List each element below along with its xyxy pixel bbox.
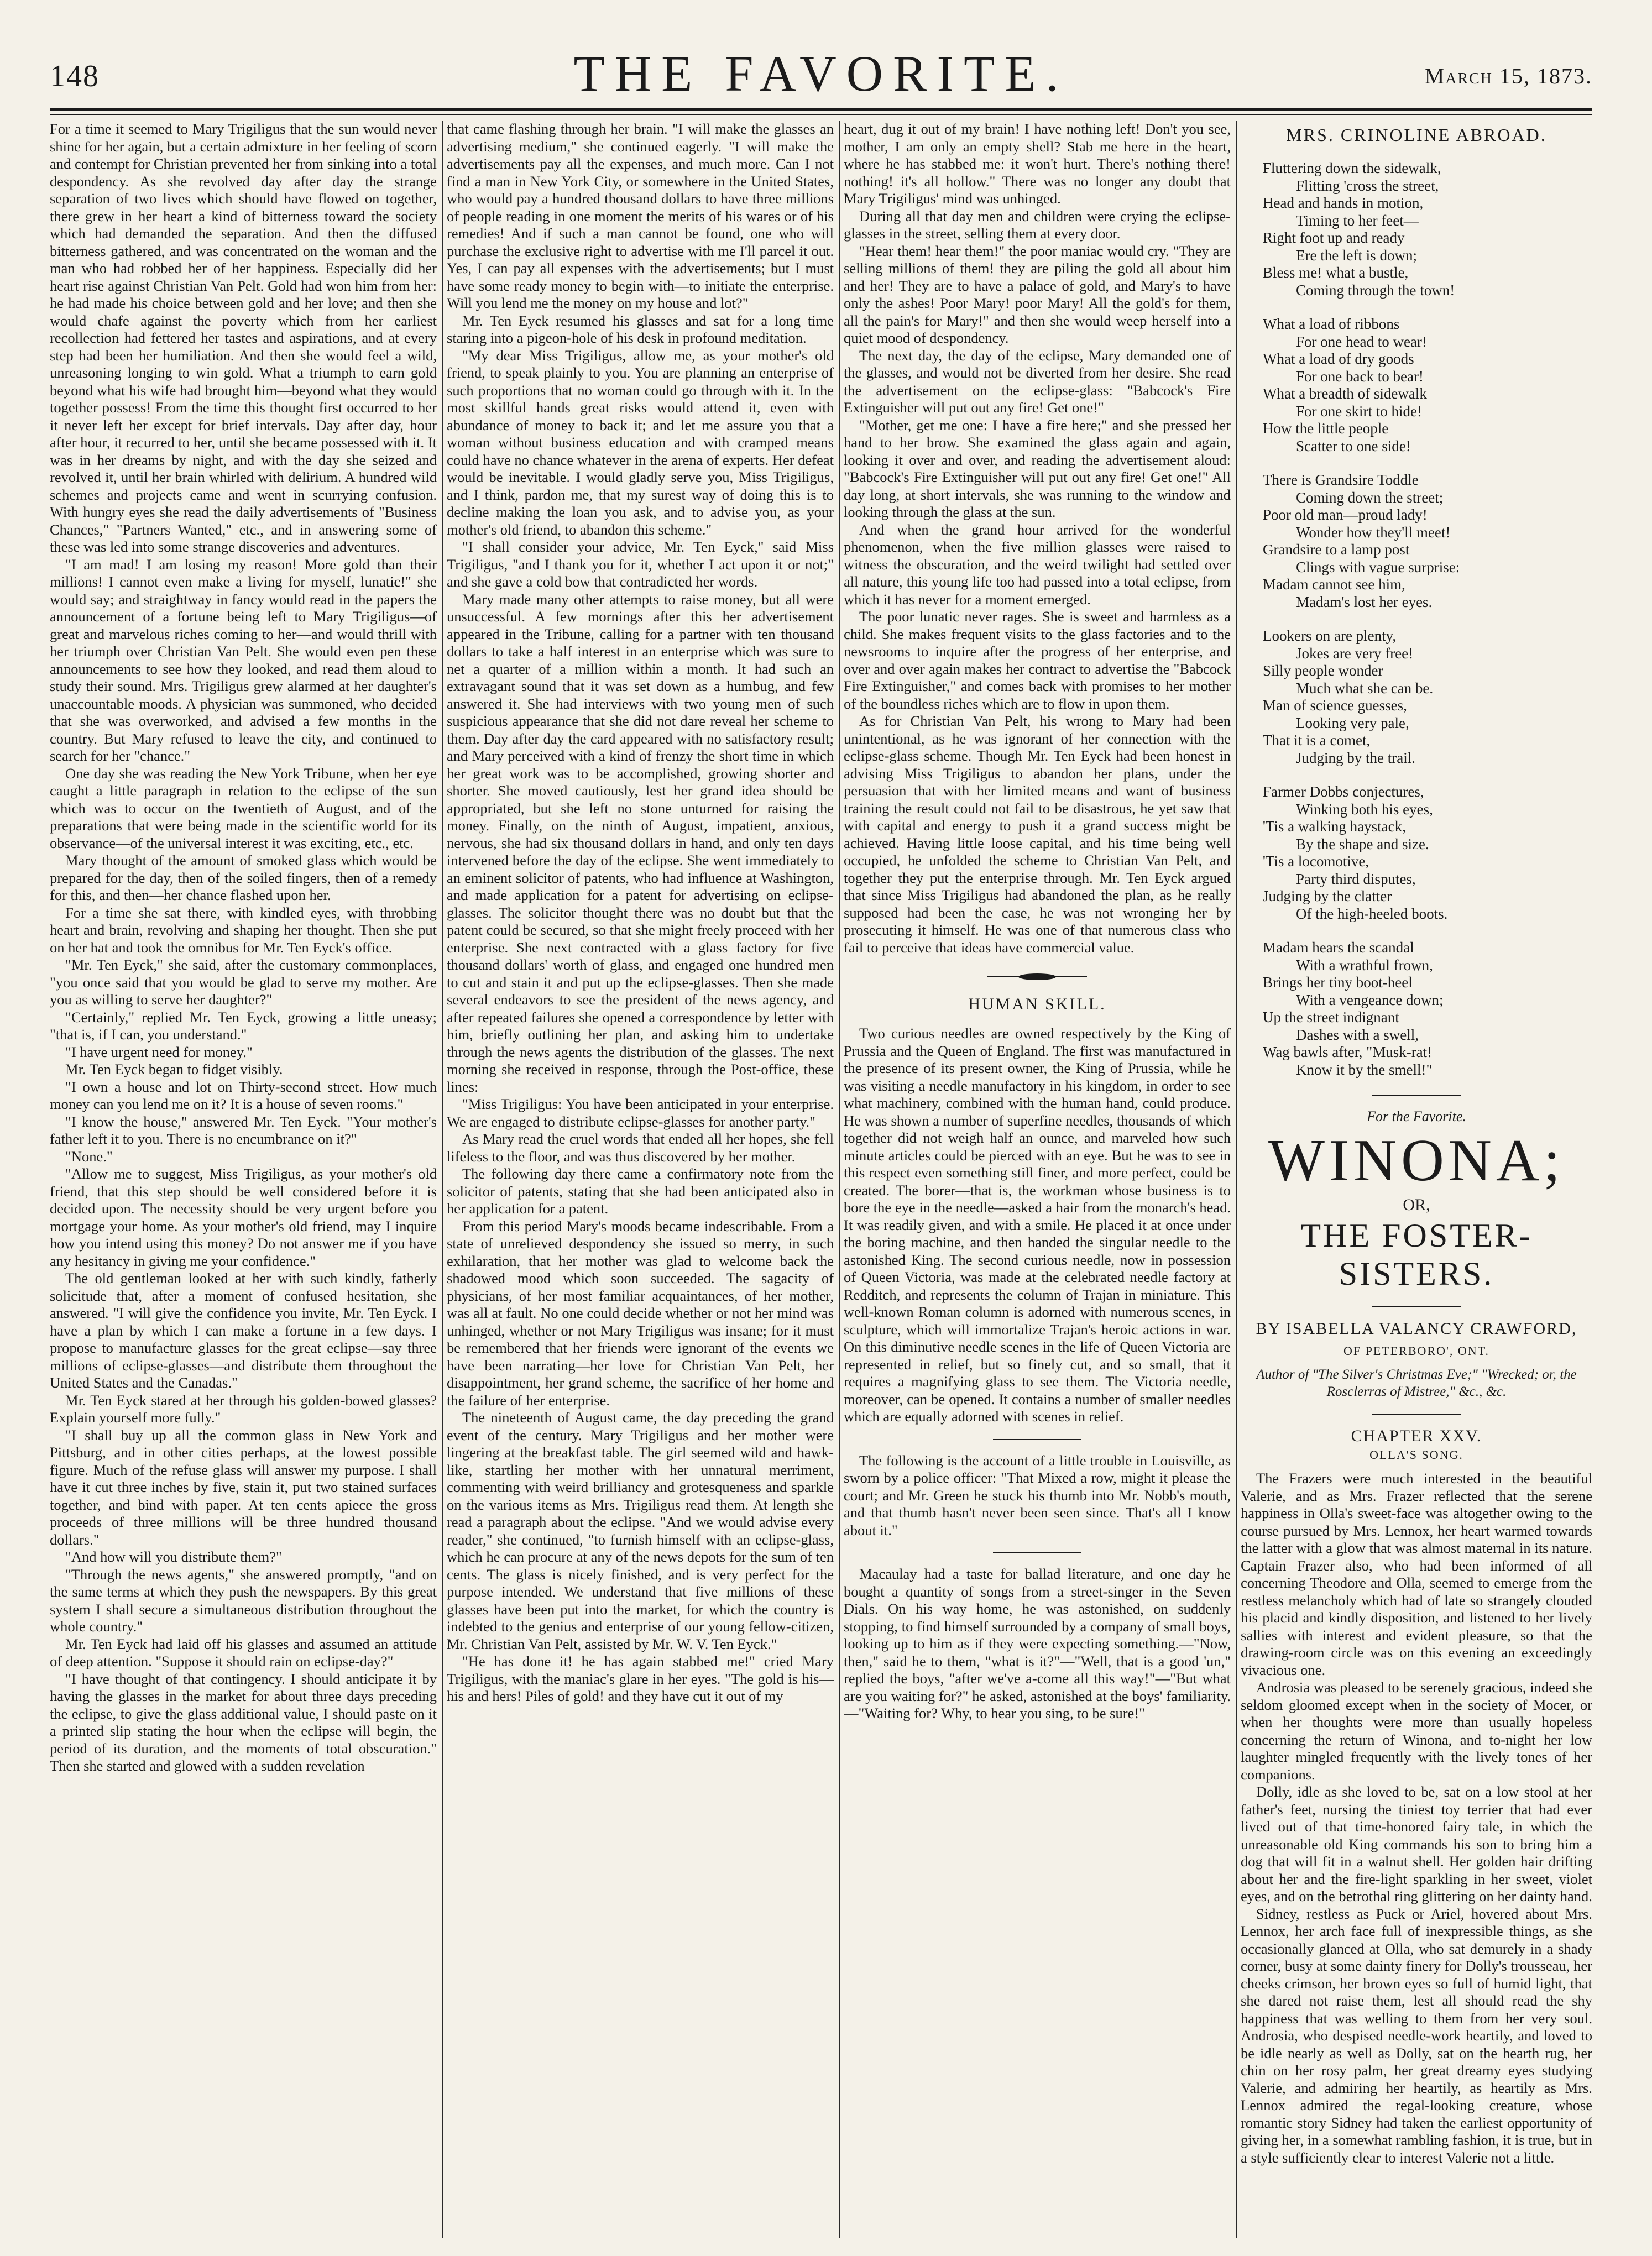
divider <box>993 1552 1081 1553</box>
story-paragraph: The following day there came a confirmatory note from the solicitor of patents, stating that she had been anticipated also in her application for a patent. <box>447 1165 834 1217</box>
story-paragraph: Mary made many other attempts to raise money, but all were unsuccessful. A few mornings after this her advertisement appeared in the Tribune, calling for a partner with ten thousand dollars to take a half interest in an enterprise which was sure to net a quarter of a million within a month. It had such an extravagant sound that it was set down as a humbug, and few answered it. She had interviews with two young men of such suspicious appearance that she did not dare reveal her scheme to them. Day after day the card appeared with no satisfactory result; and Mary perceived with a kind of frenzy the short time in which her great work was to be accomplished, growing shorter and shorter. She moved cautiously, lest her grand idea should be appropriated, but she left no stone unturned for raising the money. Finally, on the ninth of August, impatient, anxious, nervous, she had six thousand dollars in hand, and only ten days intervened before the day of the eclipse. She went immediately to an eminent solicitor of patents, who had influence at Washington, and made application for a patent for advertising on eclipse-glasses. The solicitor thought there was no doubt but that the patent could be secured, so that she might freely proceed with her enterprise. She next contracted with a glass factory for five thousand dollars' worth of glass, and engaged one hundred men to cut and stain it and put up the eclipse-glasses. Then she made several endeavors to see the president of the news agency, and after repeated failures she opened a correspondence by letter with him, briefly outlining her plan, and asking him to undertake through the news agents the distribution of the glasses. The next morning she received in response, through the Post-office, these lines: <box>447 590 834 1095</box>
poem-line: Madam cannot see him, <box>1263 576 1405 593</box>
story-paragraph: And when the grand hour arrived for the wonderful phenomenon, when the five million glasses were raised to witness the obscuration, and the weird twilight had settled over all nature, this young life too had passed into a total eclipse, from which it has never for a moment emerged. <box>844 521 1231 608</box>
poem-line: Lookers on are plenty, <box>1263 627 1397 644</box>
story-paragraph: Mr. Ten Eyck stared at her through his golden-bowed glasses? Explain yourself more fully." <box>50 1391 437 1426</box>
story-paragraph: Mr. Ten Eyck had laid off his glasses and assumed an attitude of deep attention. "Suppose it should rain on eclipse-day?" <box>50 1635 437 1669</box>
serial-paragraph: Sidney, restless as Puck or Ariel, hovered about Mrs. Lennox, her arch face full of inexpressible things, as she occasionally glanced at Olla, who sat demurely in a shady corner, busy at some dainty finery for Dolly's trousseau, her cheeks crimson, her brown eyes so full of humid light, that she dared not raise them, lest all should read the shy happiness that was welling to them from her very soul. Androsia, who despised needle-work heartily, and loved to be idle nearly as well as Dolly, sat on the hearth rug, her chin on her rosy palm, her great dreamy eyes studying Valerie, and admiring her heartily, as heartily as Mrs. Lennox admired the regal-looking creature, whose romantic story Sidney had taken the earliest opportunity of giving her, in a somewhat rambling fashion, it is true, but in a style sufficiently clear to interest Valerie not a little. <box>1241 1905 1592 2166</box>
poem-line: Coming through the town! <box>1296 281 1455 299</box>
poem-line: Scatter to one side! <box>1296 437 1411 454</box>
poem-line: That it is a comet, <box>1263 732 1371 748</box>
story-paragraph: "I own a house and lot on Thirty-second street. How much money can you lend me on it? It is a house of seven rooms." <box>50 1078 437 1112</box>
serial-paragraph: The Frazers were much interested in the beautiful Valerie, and as Mrs. Frazer reflected that the serene happiness in Olla's sweet-face was altogether owing to the course pursued by Mrs. Lennox, her heart warmed towards the latter with a glow that was almost maternal in its nature. Captain Frazer also, who had been informed of all concerning Theodore and Olla, seemed to emerge from the restless melancholy which had of late so strangely clouded his placid and kindly disposition, and listened to her lively sallies with interest and evident pleasure, so that the drawing-room circle was on this evening an exceedingly vivacious one. <box>1241 1470 1592 1678</box>
poem-line: Grandsire to a lamp post <box>1263 541 1410 558</box>
poem-line: Right foot up and ready <box>1263 229 1405 246</box>
serial-paragraph: Androsia was pleased to be serenely gracious, indeed she seldom gloomed except when in the society of Mocer, or when her thoughts were more than usually hopeless concerning the return of Winona, and to-night her low laughter mingled frequently with the lively tones of her companions. <box>1241 1679 1592 1783</box>
poem-line: Flitting 'cross the street, <box>1296 177 1439 194</box>
poem-line: Poor old man—proud lady! <box>1263 506 1428 523</box>
story-paragraph: "Certainly," replied Mr. Ten Eyck, growing a little uneasy; "that is, if I can, you understand." <box>50 1008 437 1043</box>
poem-title: MRS. CRINOLINE ABROAD. <box>1286 125 1547 145</box>
poem-line: What a load of dry goods <box>1263 350 1414 367</box>
poem-stanza <box>1263 472 1592 611</box>
story-paragraph: that came flashing through her brain. "I will make the glasses an advertising medium," she continued eagerly. "I will make the advertisements pay all the expenses, and much more. Can I not find a man in New York City, or somewhere in the United States, who would pay a hundred thousand dollars to have three millions of people reading in one moment the merits of his wares or of his remedies! And if such a man cannot be found, one who will purchase the exclusive right to advertise with me I'll parcel it out. Yes, I can pay all expenses with the advertisements; but I must have some ready money to begin with—to initiate the enterprise. Will you lend me the money on my house and lot?" <box>447 121 834 311</box>
poem-line: Of the high-heeled boots. <box>1296 905 1448 922</box>
poem-line: Clings with vague surprise: <box>1296 558 1460 575</box>
article-paragraph: Two curious needles are owned respectively by the King of Prussia and the Queen of England. The first was manufactured in the presence of its present owner, the King of Prussia, while he was visiting a needle manufactory in his kingdom, in order to see what machinery, combined with the human hand, could produce. He was shown a number of superfine needles, thousands of which together did not weigh half an ounce, and marveled how such minute articles could be pierced with an eye. But he was to see in this respect even something still finer, and more perfect, could be created. The borer—that is, the workman whose business is to bore the eye in the needle—asked a hair from the monarch's head. It was readily given, and with a smile. He placed it at once under the boring machine, and then handed the singular needle to the astonished King. The second curious needle, now in possession of Queen Victoria, was made at the celebrated needle factory at Redditch, and represents the column of Trajan in miniature. This well-known Roman column is adorned with numerous scenes, in sculpture, which will immortalize Trajan's heroic actions in war. On this diminutive needle scenes in the life of Queen Victoria are represented in relief, but so finely cut, and so small, that it requires a magnifying glass to see them. The Victoria needle, moreover, can be opened. It contains a number of smaller needles which are equally adorned with scenes in relief. <box>844 1025 1231 1425</box>
poem-line: Dashes with a swell, <box>1296 1026 1419 1043</box>
serial-paragraph: Dolly, idle as she loved to be, sat on a low stool at her father's feet, nursing the tiniest toy terrier that had ever lived out of that time-honored fairy tale, in which the unreasonable old King commands his son to bring him a dog that will fit in a walnut shell. Her golden hair drifting about her and the fire-light sparkling in her sweet, violet eyes, and on the betrothal ring glittering on her dainty hand. <box>1241 1783 1592 1904</box>
story-paragraph: "I have urgent need for money." <box>65 1043 253 1060</box>
divider <box>1372 1095 1461 1096</box>
poem-line: Man of science guesses, <box>1263 697 1407 714</box>
column-4 <box>1241 121 1592 2238</box>
story-paragraph: "I shall buy up all the common glass in New York and Pittsburg, and in other cities perhaps, at the lowest possible figure. Much of the refuse glass will answer my purpose. I shall have it cut three inches by five, stain it, put two stained surfaces together, and bind with paper. At ten cents apiece the gross proceeds of three millions will be three hundred thousand dollars." <box>50 1426 437 1548</box>
serial-subtitle: THE FOSTER-SISTERS. <box>1300 1217 1533 1292</box>
story-paragraph: "Miss Trigiligus: You have been anticipated in your enterprise. We are engaged to distribute eclipse-glasses for another party." <box>447 1096 834 1130</box>
poem-line: Head and hands in motion, <box>1263 195 1424 211</box>
poem-line: Bless me! what a bustle, <box>1263 264 1409 281</box>
column-rule <box>442 121 443 2238</box>
story-paragraph: "Hear them! hear them!" the poor maniac would cry. "They are selling millions of them! they are piling the gold all about him and her! They are to have a palace of gold, and Mary's to have only the ashes! Poor Mary! poor Mary! All the gold's for them, all the pain's for Mary!" and then she would weep herself into a quiet mood of despondency. <box>844 242 1231 346</box>
poem-line: Madam hears the scandal <box>1263 939 1414 956</box>
story-paragraph: "Mother, get me one: I have a fire here;" and she pressed her hand to her brow. She examined the glass again and again, looking it over and over, and reading the advertisement aloud: "Babcock's Fire Extinguisher will put out any fire! Get one!" All day long, at short intervals, she was running to the window and looking through the glass at the sun. <box>844 416 1231 520</box>
story-paragraph: "Through the news agents," she answered promptly, "and on the same terms at which they push the newspapers. By this great system I shall secure a simultaneous distribution throughout the whole country." <box>50 1566 437 1635</box>
poem-line: Wag bawls after, "Musk-rat! <box>1263 1044 1433 1060</box>
poem-stanza <box>1263 316 1592 455</box>
poem-line: Coming down the street; <box>1296 489 1444 506</box>
poem-line: How the little people <box>1263 420 1389 437</box>
story-paragraph: The poor lunatic never rages. She is sweet and harmless as a child. She makes frequent visits to the glass factories and to the newsrooms to inquire after the progress of her enterprise, and over and over again makes her contract to advertise the "Babcock Fire Extinguisher," and comes back with promises to her mother of the boundless riches which are to flow in upon them. <box>844 608 1231 712</box>
story-paragraph: As for Christian Van Pelt, his wrong to Mary had been unintentional, as he was ignorant of her connection with the eclipse-glass scheme. Though Mr. Ten Eyck had been honest in advising Miss Trigiligus to abandon her plans, under the persuasion that with her limited means and want of business training the result could not fail to be disastrous, he yet saw that with capital and energy to push it a grand success might be achieved. Having little loose capital, and his time being well occupied, he unfolded the scheme to Christian Van Pelt, and together they put the enterprise through. Mr. Ten Eyck argued that since Miss Trigiligus had abandoned the plan, as he really supposed had been the case, he was not wronging her by prosecuting it himself. He was one of that numerous class who fail to perceive that ideas have commercial value. <box>844 713 1231 956</box>
column-2 <box>447 121 834 2238</box>
poem-stanza <box>1263 783 1592 923</box>
poem-line: Wonder how they'll meet! <box>1296 524 1451 541</box>
poem-stanza <box>1263 939 1592 1079</box>
poem-line: What a breadth of sidewalk <box>1263 385 1427 402</box>
author-works: Author of "The Silver's Christmas Eve;" "Wrecked; or, the Rosclerras of Mistree," &c., &c. <box>1256 1367 1577 1399</box>
article-paragraph: The following is the account of a little trouble in Louisville, as sworn by a police officer: "That Mixed a row, might it please the court; and Mr. Green he stuck his thumb into Mr. Nobb's mouth, and that thumb hasn't never been seen since. That's all I know about it." <box>844 1452 1231 1538</box>
story-paragraph: The old gentleman looked at her with such kindly, fatherly solicitude that, after a moment of confused hesitation, she answered. "I will give the confidence you invite, Mr. Ten Eyck. I have a plan by which I can make a fortune in a few days. I propose to manufacture glasses for the great eclipse—say three millions of eclipse-glasses—and distribute them throughout the United States and the Canadas." <box>50 1270 437 1391</box>
story-paragraph: heart, dug it out of my brain! I have nothing left! Don't you see, mother, I am only an empty shell? Stab me here in the heart, where he has stabbed me: it won't hurt. There's nothing there! nothing! it's all hollow." There was no longer any doubt that Mary Trigiligus' mind was unhinged. <box>844 121 1231 207</box>
poem-line: Judging by the clatter <box>1263 888 1392 904</box>
poem-line: 'Tis a walking haystack, <box>1263 818 1406 835</box>
poem-line: Much what she can be. <box>1296 679 1434 697</box>
column-3 <box>844 121 1231 2238</box>
story-paragraph: One day she was reading the New York Tribune, when her eye caught a little paragraph in relation to the eclipse of the sun which was to occur on the twentieth of August, and of the preparations that were being made in the scientific world for its observance—of the universal interest it was exciting, etc., etc. <box>50 765 437 851</box>
story-paragraph: The nineteenth of August came, the day preceding the grand event of the century. Mary Trigiligus and her mother were lingering at the breakfast table. The girl seemed wild and hawk-like, startling her mother with her unnatural merriment, commenting with weird brilliancy and grotesqueness and sparkle on the various items as Mrs. Trigiligus read them. At length she read a paragraph about the eclipse. "And we would advise every reader," she continued, "to furnish himself with an eclipse-glass, which he can procure at any of the news depots for the sum of ten cents. The glass is nicely finished, and is very perfect for the purpose intended. We understand that five millions of these glasses have been put into the market, for which the country is indebted to the genius and enterprise of our young fellow-citizen, Mr. Christian Van Pelt, assisted by Mr. W. V. Ten Eyck." <box>447 1409 834 1652</box>
ornament-divider <box>987 973 1087 981</box>
chapter-heading: CHAPTER XXV. <box>1351 1427 1482 1445</box>
poem-line: For one head to wear! <box>1296 333 1427 350</box>
divider <box>1372 1306 1461 1307</box>
story-paragraph: For a time she sat there, with kindled eyes, with throbbing heart and brain, revolving and shaping her thought. Then she put on her hat and took the omnibus for Mr. Ten Eyck's office. <box>50 904 437 956</box>
story-paragraph: Mr. Ten Eyck began to fidget visibly. <box>65 1061 283 1077</box>
column-rule <box>1236 121 1237 2238</box>
poem-line: Judging by the trail. <box>1296 749 1415 766</box>
story-paragraph: "None." <box>65 1148 113 1165</box>
issue-date: March 15, 1873. <box>1424 64 1592 88</box>
article-paragraph: Macaulay had a taste for ballad literature, and one day he bought a quantity of songs from a street-singer in the Seven Dials. On his way home, he was astonished, on suddenly stopping, to find himself surrounded by a company of small boys, looking up to him as if they were expecting something.—"Now, then," said he to them, "what is it?"—"Well, that is a good 'un," replied the boys, "after we've a-come all this way!"—"But what are you waiting for?" he asked, astonished at the boys' familiarity.—"Waiting for? Why, to hear you sing, to be sure!" <box>844 1566 1231 1721</box>
poem-line: Looking very pale, <box>1296 714 1409 731</box>
story-paragraph: "He has done it! he has again stabbed me!" cried Mary Trigiligus, with the maniac's glare in her eyes. "The gold is his—his and hers! Piles of gold! and they have cut it out of my <box>447 1653 834 1704</box>
poem-stanza <box>1263 160 1592 299</box>
story-paragraph: "I shall consider your advice, Mr. Ten Eyck," said Miss Trigiligus, "and I thank you for it, whether I act upon it or not;" and she gave a cold bow that contradicted her words. <box>447 538 834 590</box>
poem-line: For one back to bear! <box>1296 368 1424 385</box>
story-paragraph: "Allow me to suggest, Miss Trigiligus, as your mother's old friend, that this step should be well considered before it is decided upon. The necessity should be very urgent before you mortgage your home. As your mother's old friend, may I inquire how you intend using this money? Do not answer me if you have any hesitancy in giving me your confidence." <box>50 1165 437 1269</box>
story-paragraph: Mary thought of the amount of smoked glass which would be prepared for the day, then of the soiled fingers, then of a remedy for this, and then—her chance flashed upon her. <box>50 852 437 903</box>
poem-line: Jokes are very free! <box>1296 645 1414 662</box>
story-paragraph: "My dear Miss Trigiligus, allow me, as your mother's old friend, to speak plainly to you. You are planning an enterprise of such proportions that no woman could go through with it. In the most skillful hands great risks would attend it, even with abundance of money to back it; and let me assure you that a woman without business education and with cramped means could have no chance whatever in the arena of experts. Her defeat would be inevitable. I would gladly serve you, Miss Trigiligus, and I think, pardon me, that my surest way of doing this is to decline making the loan you ask, and to advise you, as your mother's old friend, to abandon this scheme." <box>447 347 834 538</box>
column-1 <box>50 121 437 2238</box>
serial-or: OR, <box>1403 1196 1430 1214</box>
column-rule <box>839 121 840 2238</box>
masthead-rule-thin <box>50 114 1592 115</box>
chapter-title: OLLA'S SONG. <box>1369 1448 1463 1462</box>
poem-line: Know it by the smell!" <box>1296 1061 1433 1078</box>
poem-line: Fluttering down the sidewalk, <box>1263 160 1441 176</box>
for-the-favorite-note: For the Favorite. <box>1367 1108 1466 1124</box>
poem-line: There is Grandsire Toddle <box>1263 472 1419 488</box>
page-number: 148 <box>50 59 100 93</box>
poem-line: Brings her tiny boot-heel <box>1263 974 1413 991</box>
poem-line: With a vengeance down; <box>1296 991 1444 1008</box>
author-place: OF PETERBORO', ONT. <box>1343 1344 1489 1358</box>
poem-line: Party third disputes, <box>1296 870 1416 887</box>
story-paragraph: During all that day men and children were crying the eclipse-glasses in the street, selling them at every door. <box>844 207 1231 242</box>
story-paragraph: As Mary read the cruel words that ended all her hopes, she fell lifeless to the floor, and was thus discovered by her mother. <box>447 1130 834 1165</box>
poem-line: 'Tis a locomotive, <box>1263 853 1369 870</box>
story-paragraph: "I know the house," answered Mr. Ten Eyck. "Your mother's father left it to you. There is no encumbrance on it?" <box>50 1113 437 1147</box>
poem-line: Up the street indignant <box>1263 1009 1399 1025</box>
story-paragraph: For a time it seemed to Mary Trigiligus that the sun would never shine for her again, but a certain admixture in her feeling of scorn and contempt for Christian prevented her from sinking into a total despondency. As she revolved day after day the strange separation of two lives which should have flowed on together, there grew in her heart a kind of bitterness toward the society which had demanded the separation. And then the diffused bitterness gathered, and was concentrated on the woman and the man who had robbed her of her happiness. Especially did her heart rise against Christian Van Pelt. Gold had won him from her: he had made his choice between gold and her love; and then she would chafe against the poverty which from her earliest recollection had fettered her tastes and aspirations, and at every step had been her humiliation. And then she would feel a wild, unreasoning longing to win gold. What a triumph to earn gold beyond what his wife had brought him—beyond what they would together possess! From the time this thought first occurred to her it never left her except for brief intervals. Day after day, hour after hour, it recurred to her, until she became possessed with it. It was in her dreams by night, and with the day she seized and revolved it, until her brain whirled with delirium. A hundred wild schemes and projects came and went in scurrying confusion. With hungry eyes she read the daily advertisements of "Business Chances," "Partners Wanted," etc., and in answering some of these was led into some strange discoveries and adventures. <box>50 121 437 555</box>
poem-line: Madam's lost her eyes. <box>1296 593 1433 610</box>
divider <box>1372 1414 1461 1415</box>
story-paragraph: The next day, the day of the eclipse, Mary demanded one of the glasses, and would not be diverted from her desire. She read the advertisement on the eclipse-glass: "Babcock's Fire Extinguisher will put out any fire! Get one!" <box>844 347 1231 416</box>
story-paragraph: From this period Mary's moods became indescribable. From a state of unrelieved despondency she issued so merry, in such exhilaration, that her mother was glad to welcome back the shadowed mood which soon succeeded. The sagacity of physicians, of her most familiar acquaintances, of her mother, was all at fault. No one could decide whether or not her mind was unhinged, whether or not Mary Trigiligus was insane; for it must be remembered that her friends were ignorant of the events we have been narrating—her love for Christian Van Pelt, her disappointment, her grand scheme, the sacrifice of her home and the failure of her enterprise. <box>447 1217 834 1409</box>
paper-title: THE FAVORITE. <box>573 45 1069 102</box>
poem-line: With a wrathful frown, <box>1296 956 1433 973</box>
poem-line: Farmer Dobbs conjectures, <box>1263 783 1424 800</box>
poem-stanza <box>1263 627 1592 767</box>
story-paragraph: "I have thought of that contingency. I should anticipate it by having the glasses in the market for about three days preceding the eclipse, to give the glass additional value, I should paste on it a printed slip stating the hour when the eclipse will begin, the period of its duration, and the moments of total obscuration." Then she started and glowed with a sudden revelation <box>50 1670 437 1774</box>
serial-title: WINONA; <box>1268 1128 1565 1194</box>
story-paragraph: "And how will you distribute them?" <box>65 1548 282 1565</box>
masthead-rule <box>50 108 1592 111</box>
section-heading-human-skill: HUMAN SKILL. <box>968 995 1106 1013</box>
story-paragraph: Mr. Ten Eyck resumed his glasses and sat for a long time staring into a pigeon-hole of his desk in profound meditation. <box>447 312 834 346</box>
poem-line: By the shape and size. <box>1296 835 1429 852</box>
poem-line: Timing to her feet— <box>1296 212 1419 229</box>
poem-line: What a load of ribbons <box>1263 316 1400 332</box>
poem-line: For one skirt to hide! <box>1296 402 1422 420</box>
story-paragraph: "I am mad! I am losing my reason! More gold than their millions! I cannot even make a living for myself, lunatic!" she would say; and straightway in fancy would read in the papers the announcement of a fortune being left to Mary Trigiligus—of great and marvelous riches coming to her—and would thrill with her triumph over Christian Van Pelt. She would even pen these announcements to see how they looked, and read them aloud to study their sound. Mrs. Trigiligus grew alarmed at her daughter's unaccountable moods. A physician was summoned, who decided that she was overworked, and advised a few months in the country. But Mary refused to leave the city, and continued to search for her "chance." <box>50 556 437 764</box>
byline: BY ISABELLA VALANCY CRAWFORD, <box>1256 1320 1577 1338</box>
poem-line: Winking both his eyes, <box>1296 800 1433 818</box>
poem-line: Silly people wonder <box>1263 662 1383 679</box>
story-paragraph: "Mr. Ten Eyck," she said, after the customary commonplaces, "you once said that you would be glad to serve my mother. Are you as willing to serve her daughter?" <box>50 956 437 1008</box>
poem-line: Ere the left is down; <box>1296 247 1417 264</box>
masthead <box>50 39 1592 105</box>
divider <box>993 1439 1081 1440</box>
